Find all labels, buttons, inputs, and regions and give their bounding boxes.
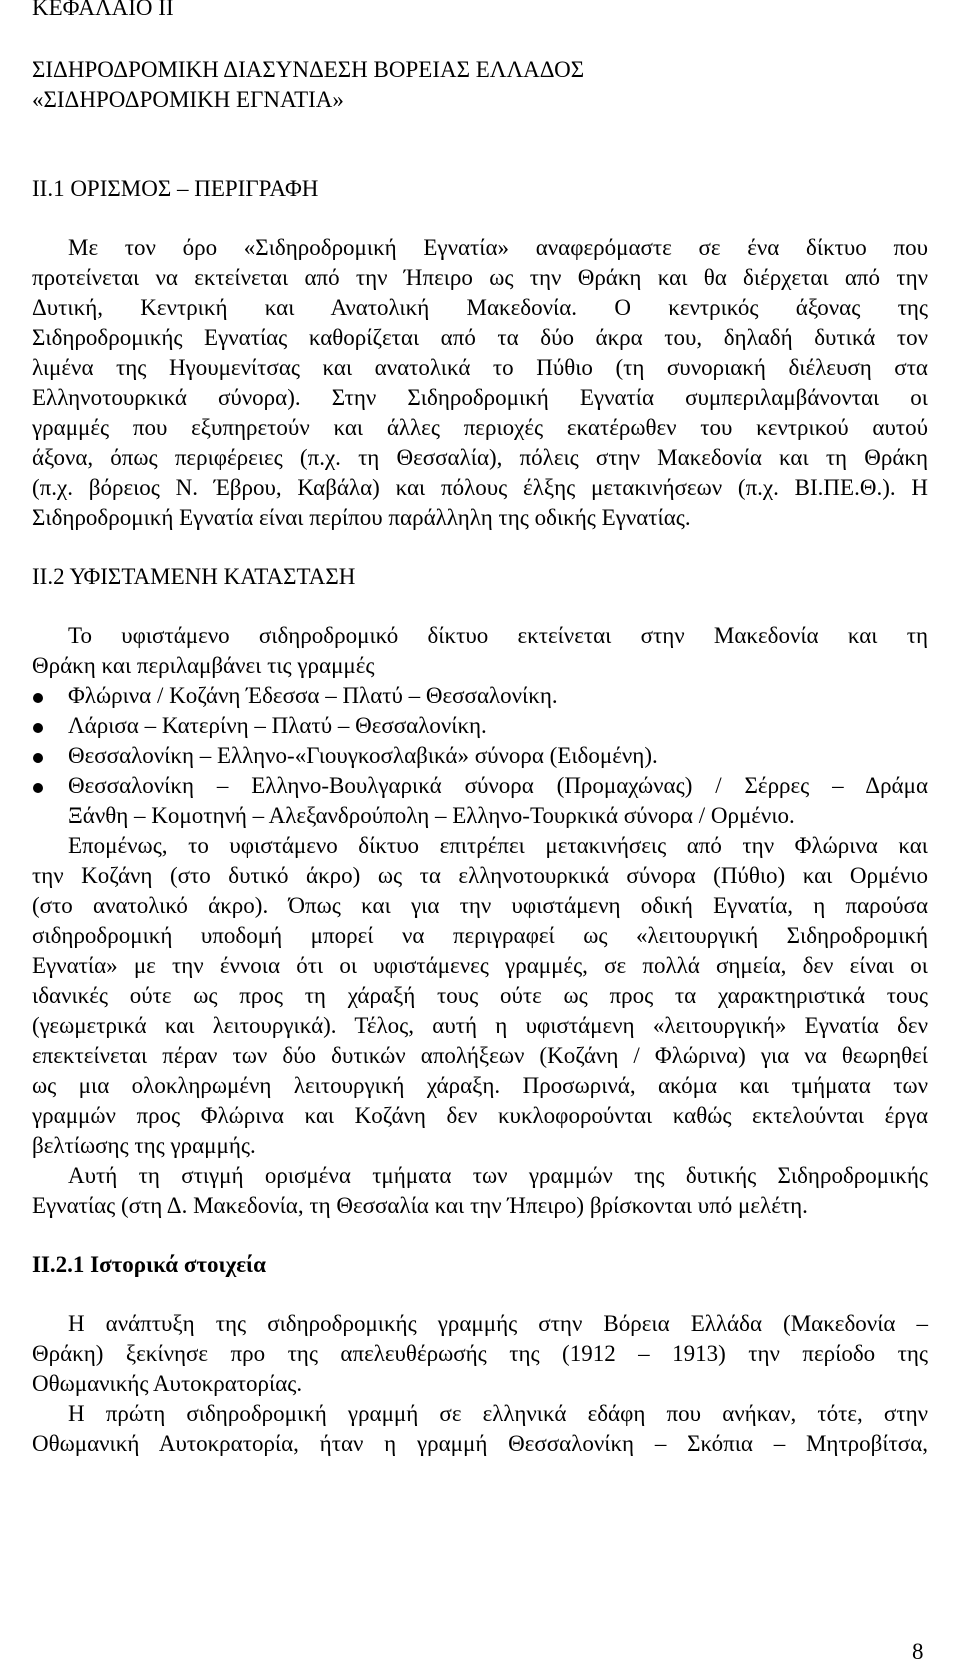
section-2-intro-line: Το υφιστάμενο σιδηροδρομικό δίκτυο εκτείνεται στην Μακεδονία και τη — [68, 623, 928, 648]
bullet-icon — [33, 693, 43, 703]
rail-line-item: Θεσσαλονίκη – Ελληνο-«Γιουγκοσλαβικά» σύνορα (Ειδομένη). — [68, 743, 658, 768]
bullet-icon — [33, 723, 43, 733]
rail-line-item-continuation: Ξάνθη – Κομοτηνή – Αλεξανδρούπολη – Ελληνο-Τουρκικά σύνορα / Ορμένιο. — [68, 803, 795, 828]
page-number: 8 — [912, 1639, 924, 1664]
rail-line-item: Λάρισα – Κατερίνη – Πλατύ – Θεσσαλονίκη. — [68, 713, 487, 738]
section-2-1-heading: ΙΙ.2.1 Ιστορικά στοιχεία — [32, 1252, 267, 1277]
section-2-1-para2-line: Οθωμανική Αυτοκρατορία, ήταν η γραμμή Θεσσαλονίκη – Σκόπια – Μητροβίτσα, — [32, 1431, 928, 1456]
section-1-line: προτείνεται να εκτείνεται από την Ήπειρο ως την Θράκη και θα διέρχεται από την — [32, 265, 928, 290]
section-1-line: γραμμές που εξυπηρετούν και άλλες περιοχές εκατέρωθεν του κεντρικού αυτού — [32, 415, 928, 440]
section-1-line: Σιδηροδρομική Εγνατία είναι περίπου παράλληλη της οδικής Εγνατίας. — [32, 505, 691, 530]
chapter-heading: ΚΕΦΑΛΑΙΟ ΙΙ — [32, 0, 174, 20]
section-1-heading: ΙΙ.1 ΟΡΙΣΜΟΣ – ΠΕΡΙΓΡΑΦΗ — [32, 176, 319, 201]
section-2-para2-line: Αυτή τη στιγμή ορισμένα τμήματα των γραμμών της δυτικής Σιδηροδρομικής — [68, 1163, 928, 1188]
section-1-line: Με τον όρο «Σιδηροδρομική Εγνατία» αναφερόμαστε σε ένα δίκτυο που — [68, 235, 928, 260]
section-2-para2-line: Εγνατίας (στη Δ. Μακεδονία, τη Θεσσαλία και την Ήπειρο) βρίσκονται υπό μελέτη. — [32, 1193, 808, 1218]
section-1-line: λιμένα της Ηγουμενίτσας και ανατολικά το Πύθιο (τη συνοριακή διέλευση στα — [32, 355, 928, 380]
rail-line-item: Θεσσαλονίκη – Ελληνο-Βουλγαρικά σύνορα (Προμαχώνας) / Σέρρες – Δράμα — [68, 773, 928, 798]
section-1-line: Δυτική, Κεντρική και Ανατολική Μακεδονία. Ο κεντρικός άξονας της — [32, 295, 928, 320]
section-1-line: Ελληνοτουρκικά σύνορα). Στην Σιδηροδρομική Εγνατία συμπεριλαμβάνονται οι — [32, 385, 928, 410]
section-2-1-para-line: Θράκη) ξεκίνησε προ της απελευθέρωσής της (1912 – 1913) την περίοδο της — [32, 1341, 928, 1366]
section-2-para-line: (γεωμετρικά και λειτουργικά). Τέλος, αυτή η υφιστάμενη «λειτουργική» Εγνατία δεν — [32, 1013, 928, 1038]
title-line-1: ΣΙΔΗΡΟΔΡΟΜΙΚΗ ΔΙΑΣΥΝΔΕΣΗ ΒΟΡΕΙΑΣ ΕΛΛΑΔΟΣ — [32, 57, 585, 82]
bullet-icon — [33, 783, 43, 793]
section-2-1-para2-line: Η πρώτη σιδηροδρομική γραμμή σε ελληνικά εδάφη που ανήκαν, τότε, στην — [68, 1401, 928, 1426]
section-2-para-line: ως μια ολοκληρωμένη λειτουργική χάραξη. Προσωρινά, ακόμα και τμήματα των — [32, 1073, 928, 1098]
section-2-para-line: σιδηροδρομική υποδομή μπορεί να περιγραφεί ως «λειτουργική Σιδηροδρομική — [32, 923, 928, 948]
section-2-para-line: την Κοζάνη (στο δυτικό άκρο) ως τα ελληνοτουρκικά σύνορα (Πύθιο) και Ορμένιο — [32, 863, 928, 888]
section-2-para-line: γραμμών προς Φλώρινα και Κοζάνη δεν κυκλοφορούνται καθώς εκτελούνται έργα — [32, 1103, 928, 1128]
section-2-para-line: Εγνατία» με την έννοια ότι οι υφιστάμενες γραμμές, σε πολλά σημεία, δεν είναι οι — [32, 953, 928, 978]
section-2-intro-line: Θράκη και περιλαμβάνει τις γραμμές — [32, 653, 375, 678]
section-2-para-line: Επομένως, το υφιστάμενο δίκτυο επιτρέπει μετακινήσεις από την Φλώρινα και — [68, 833, 928, 858]
section-2-1-para-line: Η ανάπτυξη της σιδηροδρομικής γραμμής στην Βόρεια Ελλάδα (Μακεδονία – — [68, 1311, 928, 1336]
section-2-para-line: ιδανικές ούτε ως προς τη χάραξή τους ούτε ως προς τα χαρακτηριστικά τους — [32, 983, 928, 1008]
title-line-2: «ΣΙΔΗΡΟΔΡΟΜΙΚΗ ΕΓΝΑΤΙΑ» — [32, 87, 344, 112]
section-2-para-line: (στο ανατολικό άκρο). Όπως και για την υφιστάμενη οδική Εγνατία, η παρούσα — [32, 893, 928, 918]
section-2-1-para-line: Οθωμανικής Αυτοκρατορίας. — [32, 1371, 303, 1396]
section-1-line: (π.χ. βόρειος Ν. Έβρου, Καβάλα) και πόλους έλξης μετακινήσεων (π.χ. ΒΙ.ΠΕ.Θ.). Η — [32, 475, 928, 500]
section-2-para-line: επεκτείνεται πέραν των δύο δυτικών απολήξεων (Κοζάνη / Φλώρινα) για να θεωρηθεί — [32, 1043, 928, 1068]
section-1-line: Σιδηροδρομικής Εγνατίας καθορίζεται από τα δύο άκρα του, δηλαδή δυτικά τον — [32, 325, 928, 350]
rail-line-item: Φλώρινα / Κοζάνη Έδεσσα – Πλατύ – Θεσσαλονίκη. — [68, 683, 558, 708]
bullet-icon — [33, 753, 43, 763]
section-2-para-line: βελτίωσης της γραμμής. — [32, 1133, 256, 1158]
section-2-heading: ΙΙ.2 ΥΦΙΣΤΑΜΕΝΗ ΚΑΤΑΣΤΑΣΗ — [32, 564, 356, 589]
section-1-line: άξονα, όπως περιφέρειες (π.χ. τη Θεσσαλία), πόλεις στην Μακεδονία και τη Θράκη — [32, 445, 928, 470]
